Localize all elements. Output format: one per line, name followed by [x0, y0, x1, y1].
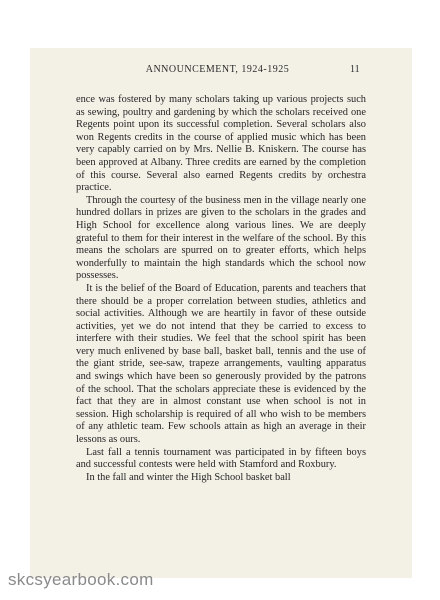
paragraph: Last fall a tennis tournament was participated in by fifteen boys and successful contests were held with Stamford and Roxbury. [76, 446, 366, 471]
site-watermark: skcsyearbook.com [8, 570, 154, 589]
body-text [76, 94, 366, 484]
paragraph: In the fall and winter the High School basket ball [86, 471, 291, 483]
paragraph: Through the courtesy of the business men in the village nearly one hundred dollars in prizes are given to the scholars in the grades and High School for excellence along various lines. We are deeply grateful to them for their interest in the welfare of the school. By this means the scholars are spurred on to greater efforts, which helps wonderfully to maintain the high standards which the school now possesses. [76, 194, 366, 282]
paragraph: ence was fostered by many scholars taking up various projects such as sewing, poultry and gardening by which the scholars received one Regents point upon its successful completion. Several scholars also won Regents credits in the course of applied music which has been very capably carried on by Mrs. Nellie B. Kniskern. The course has been approved at Albany. Three credits are earned by the completion of this course. Several also earned Regents credits by orchestra practice. [76, 94, 366, 194]
page-number: 11 [350, 64, 360, 75]
running-header: ANNOUNCEMENT, 1924-1925 [145, 64, 290, 75]
paragraph: It is the belief of the Board of Education, parents and teachers that there should be a proper correlation between studies, athletics and social activities. Although we are heartily in favor of these outside activities, yet we do not intend that they be carried to excess to interfere with their studies. We feel that the school spirit has been very much enlivened by base ball, basket ball, tennis and the use of the giant stride, see-saw, trapeze arrangements, vaulting apparatus and swings which have been so generously provided by the patrons of the school. That the scholars appreciate these is evidenced by the fact that they are in almost constant use when school is not in session. High scholarship is required of all who wish to be members of any athletic team. Few schools attain as high an average in their lessons as ours. [76, 282, 366, 446]
